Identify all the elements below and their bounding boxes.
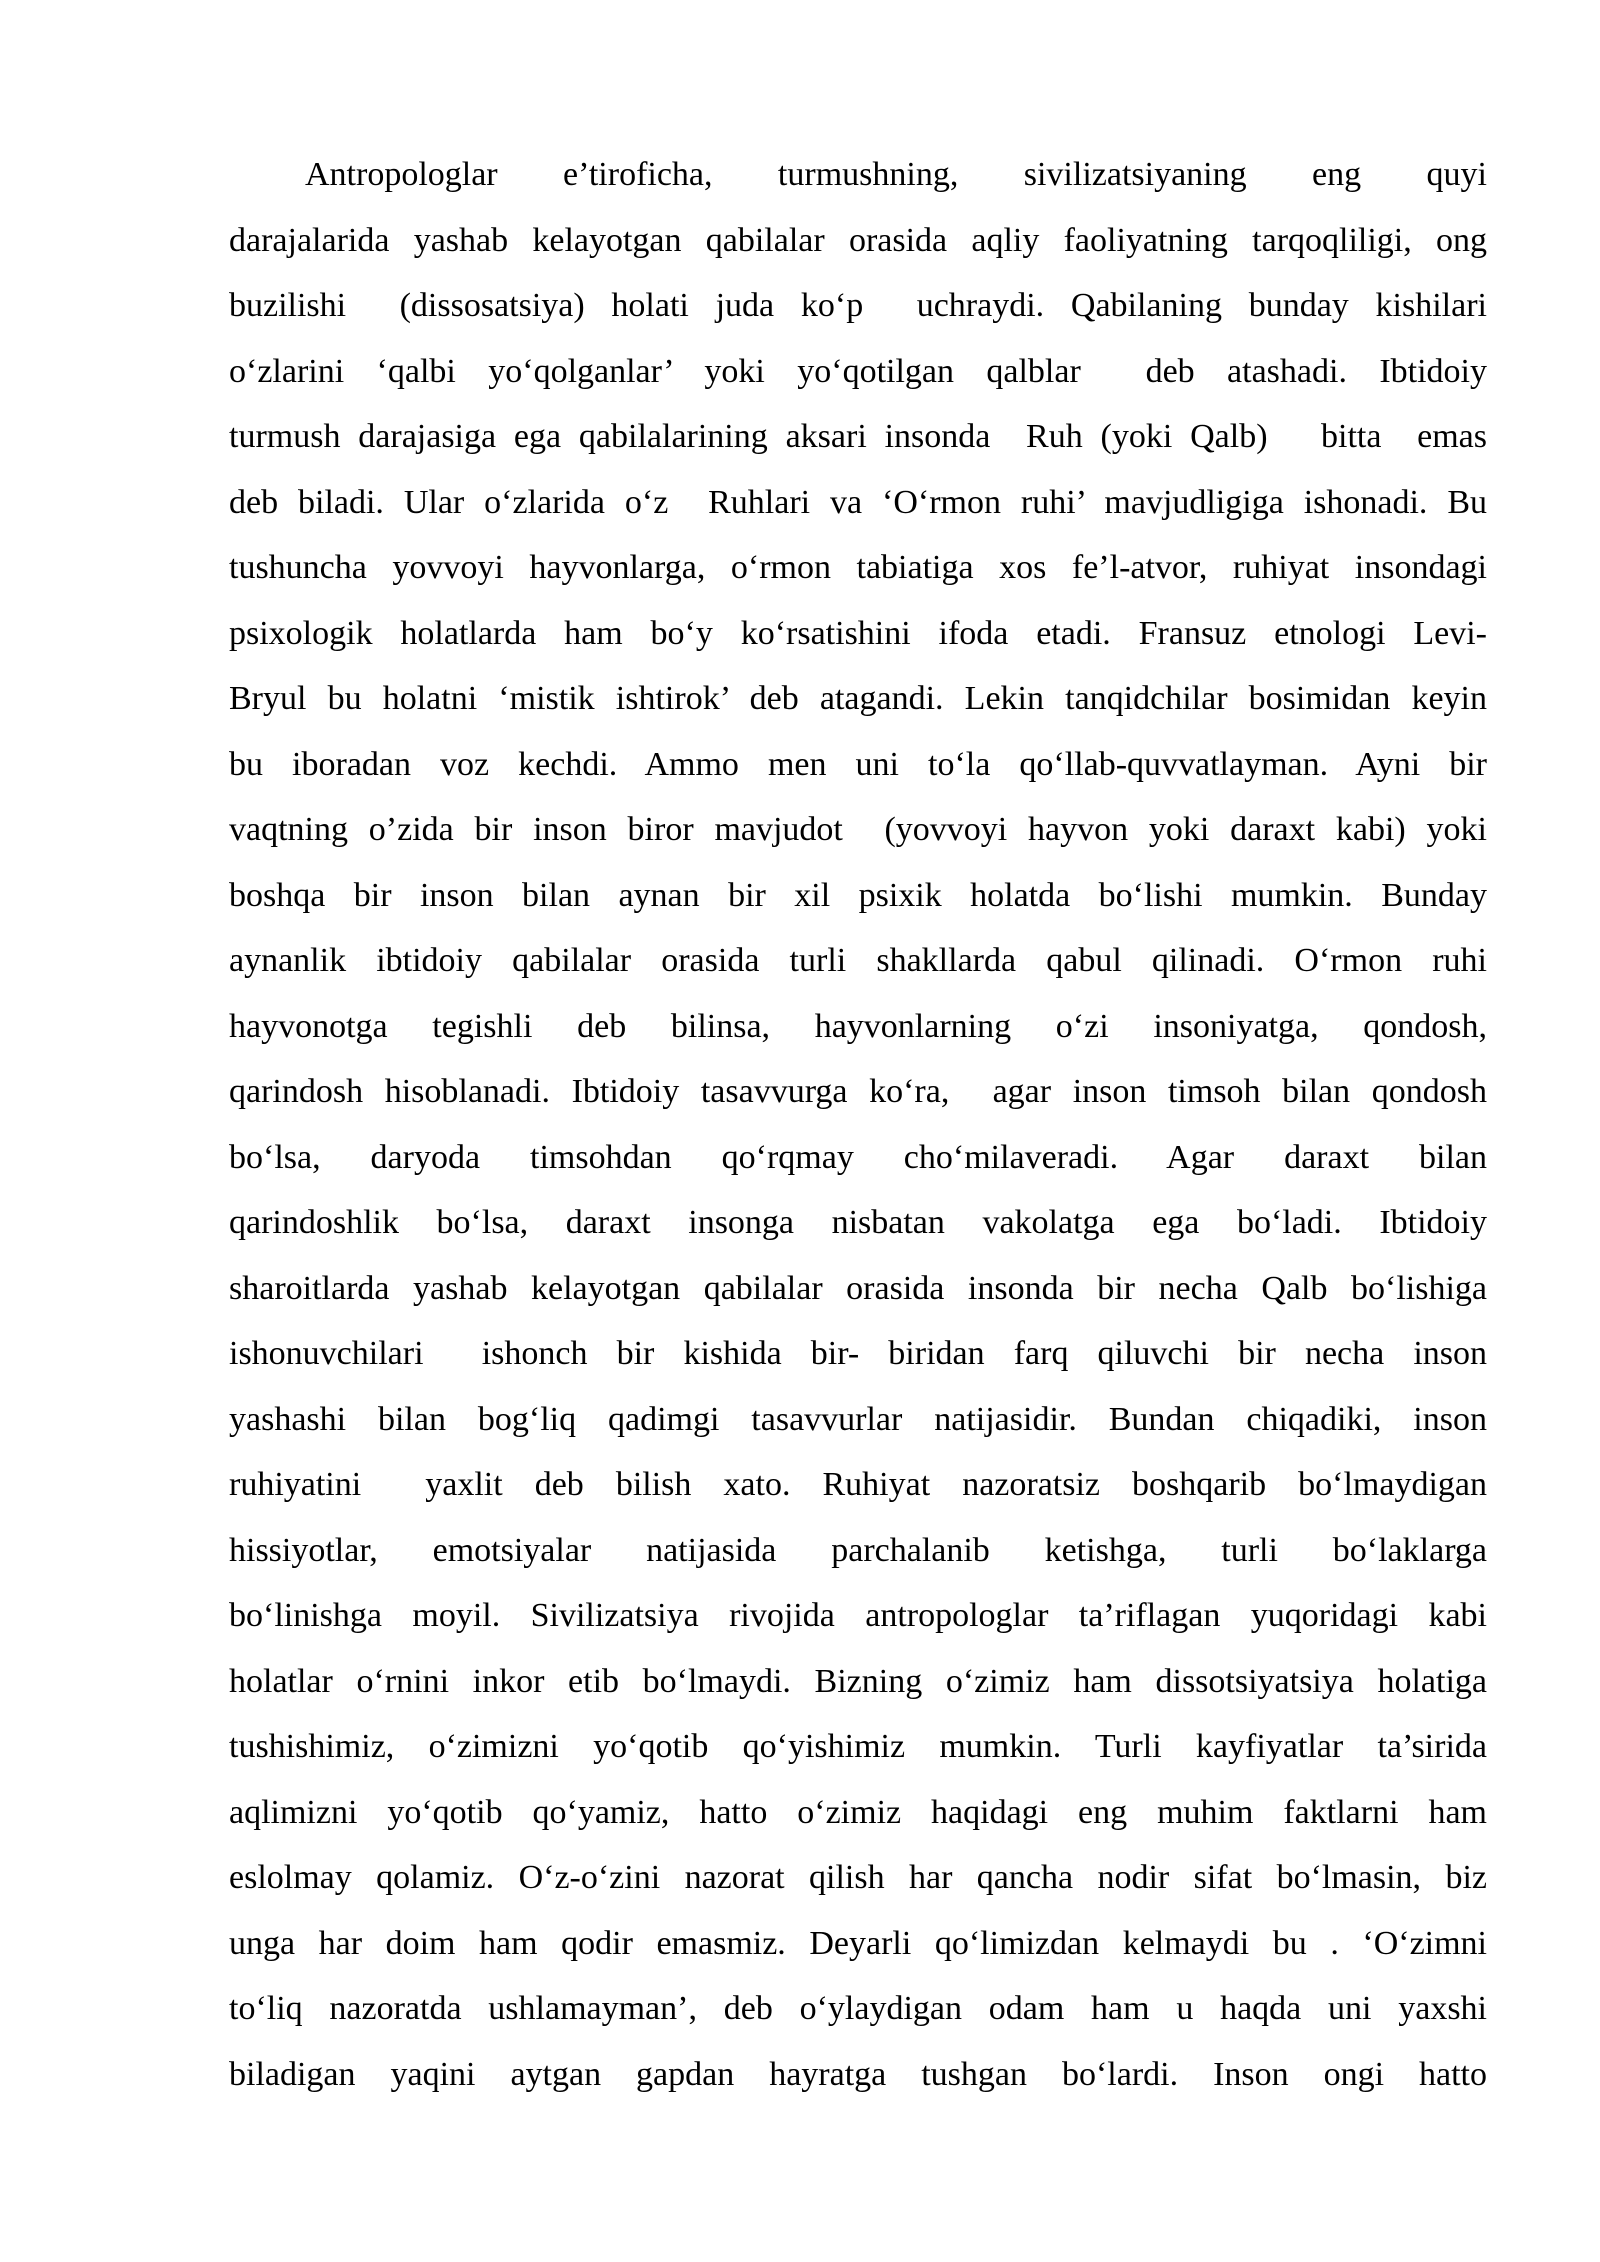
paragraph-line: hissiyotlar, emotsiyalar natijasida parchalanib ketishga, turli bo‘laklarga <box>229 1531 1487 1569</box>
paragraph-line: darajalarida yashab kelayotgan qabilalar orasida aqliy faoliyatning tarqoqliligi, ong <box>229 221 1487 259</box>
paragraph-line: Bryul bu holatni ‘mistik ishtirok’ deb atagandi. Lekin tanqidchilar bosimidan keyin <box>229 680 1487 717</box>
body-paragraph <box>229 142 1487 2107</box>
paragraph-line: eslolmay qolamiz. O‘z-o‘zini nazorat qilish har qancha nodir sifat bo‘lmasin, biz <box>229 1859 1487 1896</box>
paragraph-line: psixologik holatlarda ham bo‘y ko‘rsatishini ifoda etadi. Fransuz etnologi Levi- <box>229 614 1487 652</box>
paragraph-line: sharoitlarda yashab kelayotgan qabilalar orasida insonda bir necha Qalb bo‘lishiga <box>229 1269 1487 1307</box>
paragraph-line: hayvonotga tegishli deb bilinsa, hayvonlarning o‘zi insoniyatga, qondosh, <box>229 1007 1487 1045</box>
paragraph-line: buzilishi (dissosatsiya) holati juda ko‘p uchraydi. Qabilaning bunday kishilari <box>229 287 1487 324</box>
paragraph-line: bu iboradan voz kechdi. Ammo men uni to‘la qo‘llab-quvvatlayman. Ayni bir <box>229 745 1487 783</box>
paragraph-line: unga har doim ham qodir emasmiz. Deyarli qo‘limizdan kelmaydi bu . ‘O‘zimni <box>229 1924 1487 1962</box>
paragraph-line: biladigan yaqini aytgan gapdan hayratga tushgan bo‘lardi. Inson ongi hatto <box>229 2055 1487 2093</box>
paragraph-line: vaqtning o’zida bir inson biror mavjudot (yovvoyi hayvon yoki daraxt kabi) yoki <box>229 811 1487 848</box>
paragraph-line: tushishimiz, o‘zimizni yo‘qotib qo‘yishimiz mumkin. Turli kayfiyatlar ta’sirida <box>229 1728 1487 1765</box>
paragraph-line: to‘liq nazoratda ushlamayman’, deb o‘ylaydigan odam ham u haqda uni yaxshi <box>229 1990 1487 2027</box>
paragraph-line: qarindosh hisoblanadi. Ibtidoiy tasavvurga ko‘ra, agar inson timsoh bilan qondosh <box>229 1073 1487 1110</box>
paragraph-line: Antropologlar e’tiroficha, turmushning, sivilizatsiyaning eng quyi <box>305 156 1487 193</box>
paragraph-line: ruhiyatini yaxlit deb bilish xato. Ruhiyat nazoratsiz boshqarib bo‘lmaydigan <box>229 1466 1487 1503</box>
paragraph-line: o‘zlarini ‘qalbi yo‘qolganlar’ yoki yo‘qotilgan qalblar deb atashadi. Ibtidoiy <box>229 352 1487 390</box>
paragraph-line: bo‘linishga moyil. Sivilizatsiya rivojida antropologlar ta’riflagan yuqoridagi kabi <box>229 1597 1487 1634</box>
paragraph-line: ishonuvchilari ishonch bir kishida bir- biridan farq qiluvchi bir necha inson <box>229 1335 1487 1372</box>
paragraph-line: aqlimizni yo‘qotib qo‘yamiz, hatto o‘zimiz haqidagi eng muhim faktlarni ham <box>229 1793 1487 1831</box>
paragraph-line: holatlar o‘rnini inkor etib bo‘lmaydi. Bizning o‘zimiz ham dissotsiyatsiya holatiga <box>229 1662 1487 1700</box>
paragraph-line: tushuncha yovvoyi hayvonlarga, o‘rmon tabiatiga xos fe’l-atvor, ruhiyat insondagi <box>229 549 1487 586</box>
paragraph-line: turmush darajasiga ega qabilalarining aksari insonda Ruh (yoki Qalb) bitta emas <box>229 418 1487 455</box>
paragraph-line: boshqa bir inson bilan aynan bir xil psixik holatda bo‘lishi mumkin. Bunday <box>229 876 1487 914</box>
paragraph-line: deb biladi. Ular o‘zlarida o‘z Ruhlari va ‘O‘rmon ruhi’ mavjudligiga ishonadi. Bu <box>229 483 1487 521</box>
paragraph-line: aynanlik ibtidoiy qabilalar orasida turli shakllarda qabul qilinadi. O‘rmon ruhi <box>229 942 1487 979</box>
paragraph-line: bo‘lsa, daryoda timsohdan qo‘rqmay cho‘milaveradi. Agar daraxt bilan <box>229 1138 1487 1176</box>
paragraph-line: qarindoshlik bo‘lsa, daraxt insonga nisbatan vakolatga ega bo‘ladi. Ibtidoiy <box>229 1204 1487 1241</box>
paragraph-line: yashashi bilan bog‘liq qadimgi tasavvurlar natijasidir. Bundan chiqadiki, inson <box>229 1400 1487 1438</box>
